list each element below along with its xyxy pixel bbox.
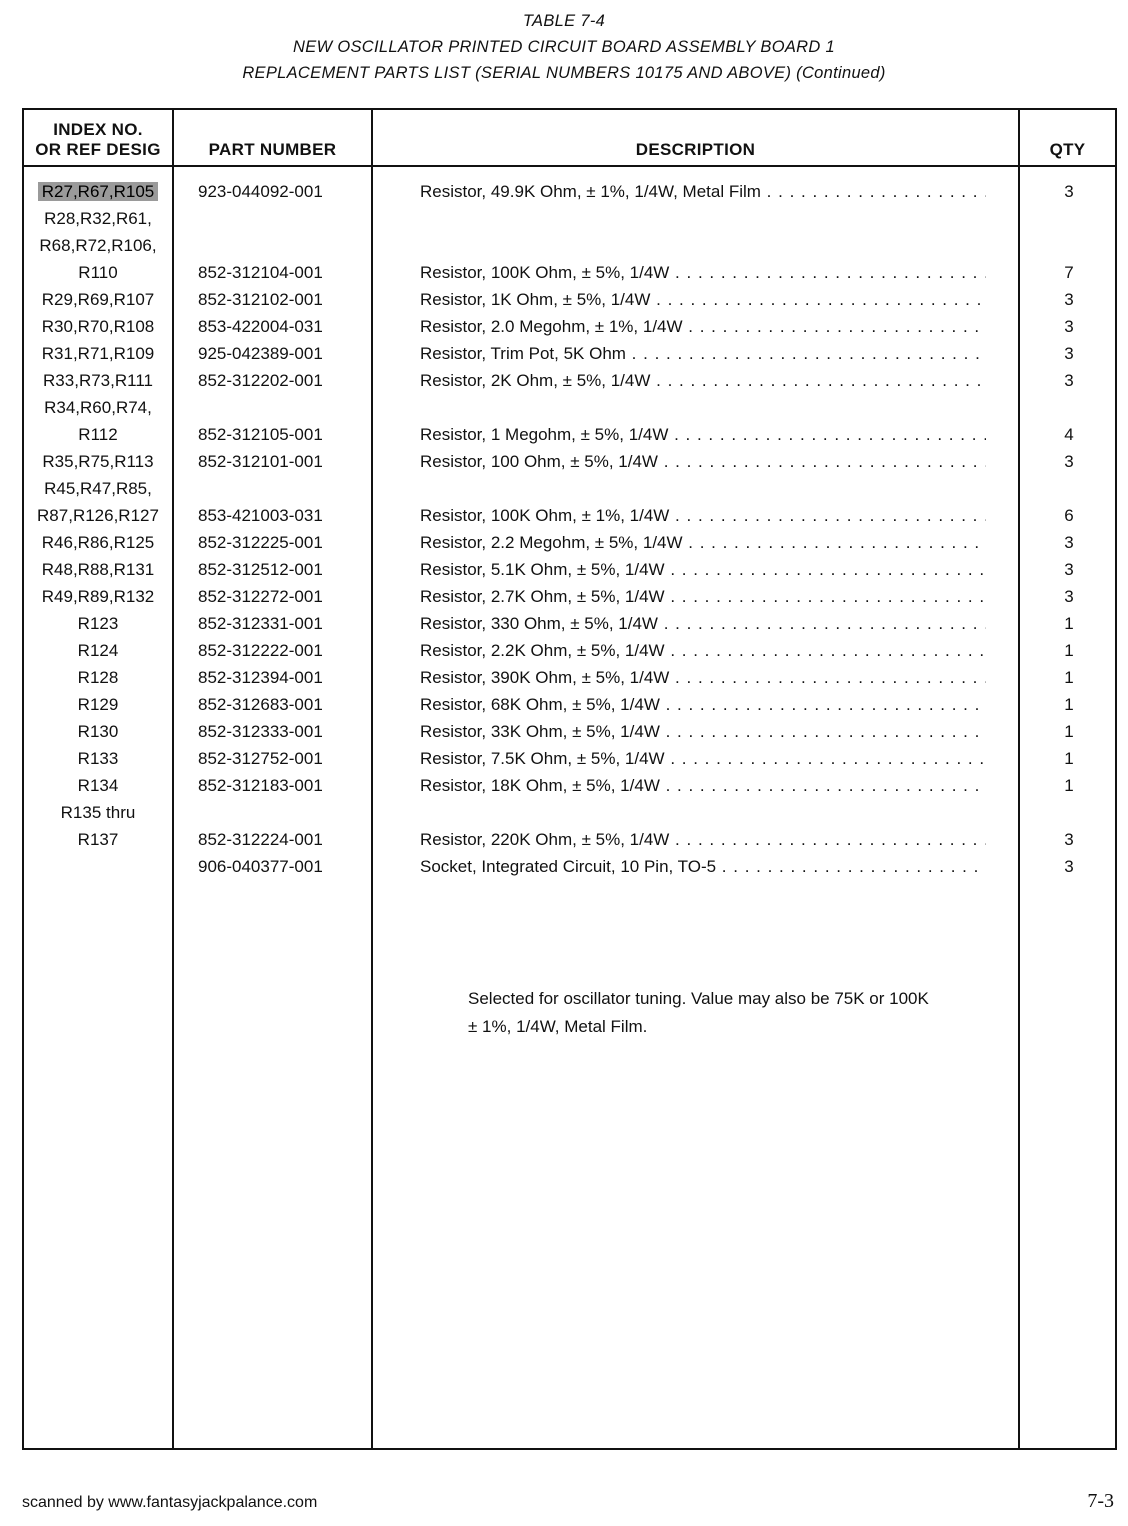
- description: Resistor, 100K Ohm, ± 5%, 1/4W . . .: [420, 259, 986, 286]
- table-body: [24, 178, 1115, 880]
- description: Resistor, 220K Ohm, ± 5%, 1/4W . . .: [420, 826, 986, 853]
- description: Resistor, 100 Ohm, ± 5%, 1/4W . . .: [420, 448, 986, 475]
- ref-designator: R134: [77, 776, 119, 795]
- table-row: [24, 583, 1115, 610]
- table-row: [24, 853, 1115, 880]
- table-row: [24, 394, 1115, 421]
- table-row: [24, 259, 1115, 286]
- quantity: 3: [1064, 533, 1074, 552]
- part-number: 852-312272-001: [198, 587, 323, 606]
- ref-designator: R46,R86,R125: [41, 533, 155, 552]
- part-number: 852-312224-001: [198, 830, 323, 849]
- part-number: 906-040377-001: [198, 857, 323, 876]
- table-row: [24, 745, 1115, 772]
- quantity: 1: [1064, 722, 1074, 741]
- highlighted-ref: R27,R67,R105: [38, 182, 158, 201]
- table-title-block: [0, 8, 1128, 86]
- part-number: 852-312102-001: [198, 290, 323, 309]
- part-number: 852-312394-001: [198, 668, 323, 687]
- part-number: 852-312512-001: [198, 560, 323, 579]
- part-number: 852-312104-001: [198, 263, 323, 282]
- quantity: 1: [1064, 668, 1074, 687]
- ref-designator: R28,R32,R61,: [44, 209, 152, 228]
- column-header-part-number: PART NUMBER: [208, 140, 337, 159]
- ref-designator: R135 thru: [60, 803, 136, 822]
- description: Resistor, 49.9K Ohm, ± 1%, 1/4W, Metal Film . . .: [420, 178, 986, 205]
- ref-designator: R33,R73,R111: [43, 371, 153, 390]
- ref-designator: R49,R89,R132: [41, 587, 155, 606]
- table-title: NEW OSCILLATOR PRINTED CIRCUIT BOARD ASSEMBLY BOARD 1: [293, 38, 835, 56]
- quantity: 3: [1064, 830, 1074, 849]
- description: Resistor, 7.5K Ohm, ± 5%, 1/4W . . .: [420, 745, 986, 772]
- quantity: 3: [1064, 857, 1074, 876]
- description: Resistor, Trim Pot, 5K Ohm . . .: [420, 340, 986, 367]
- table-row: [24, 529, 1115, 556]
- ref-designator: R45,R47,R85,: [44, 479, 152, 498]
- part-number: 852-312101-001: [198, 452, 323, 471]
- part-number: 852-312222-001: [198, 641, 323, 660]
- table-row: [24, 826, 1115, 853]
- table-row: [24, 421, 1115, 448]
- table-row: [24, 664, 1115, 691]
- ref-designator: R87,R126,R127: [37, 506, 159, 525]
- table-row: [24, 637, 1115, 664]
- ref-designator: R68,R72,R106,: [39, 236, 157, 255]
- part-number: 852-312752-001: [198, 749, 323, 768]
- part-number: 852-312331-001: [198, 614, 323, 633]
- ref-designator: R112: [78, 425, 118, 444]
- part-number: 852-312333-001: [198, 722, 323, 741]
- quantity: 3: [1064, 290, 1074, 309]
- part-number: 852-312225-001: [198, 533, 323, 552]
- table-row: [24, 448, 1115, 475]
- table-row: [24, 178, 1115, 205]
- ref-designator: R124: [77, 641, 119, 660]
- quantity: 1: [1064, 749, 1074, 768]
- table-row: [24, 205, 1115, 232]
- description: Resistor, 33K Ohm, ± 5%, 1/4W . . .: [420, 718, 986, 745]
- description: Resistor, 2.0 Megohm, ± 1%, 1/4W . . .: [420, 313, 986, 340]
- quantity: 1: [1064, 695, 1074, 714]
- quantity: 1: [1064, 641, 1074, 660]
- ref-designator: R123: [77, 614, 119, 633]
- description: Resistor, 390K Ohm, ± 5%, 1/4W . . .: [420, 664, 986, 691]
- column-header-description: DESCRIPTION: [635, 140, 756, 159]
- description: Resistor, 2.2 Megohm, ± 5%, 1/4W . . .: [420, 529, 986, 556]
- quantity: 3: [1064, 452, 1074, 471]
- header-divider: [24, 165, 1115, 167]
- description: Socket, Integrated Circuit, 10 Pin, TO-5 . . .: [420, 853, 986, 880]
- description: Resistor, 18K Ohm, ± 5%, 1/4W . . .: [420, 772, 986, 799]
- quantity: 6: [1064, 506, 1074, 525]
- description: Resistor, 100K Ohm, ± 1%, 1/4W . . .: [420, 502, 986, 529]
- table-row: [24, 286, 1115, 313]
- quantity: 3: [1064, 560, 1074, 579]
- scan-credit: scanned by www.fantasyjackpalance.com: [22, 1494, 318, 1511]
- column-header-qty: QTY: [1049, 140, 1086, 159]
- page-number: 7-3: [1087, 1490, 1114, 1512]
- table-row: [24, 772, 1115, 799]
- quantity: 4: [1064, 425, 1074, 444]
- quantity: 1: [1064, 776, 1074, 795]
- table-row: [24, 340, 1115, 367]
- part-number: 852-312105-001: [198, 425, 323, 444]
- table-row: [24, 367, 1115, 394]
- part-number: 852-312183-001: [198, 776, 323, 795]
- description: Resistor, 2K Ohm, ± 5%, 1/4W . . .: [420, 367, 986, 394]
- description: Resistor, 1 Megohm, ± 5%, 1/4W . . .: [420, 421, 986, 448]
- ref-designator: R31,R71,R109: [41, 344, 155, 363]
- ref-designator: R29,R69,R107: [41, 290, 155, 309]
- quantity: 3: [1064, 371, 1074, 390]
- parts-table: [22, 108, 1117, 1450]
- quantity: 1: [1064, 614, 1074, 633]
- ref-designator: R48,R88,R131: [41, 560, 155, 579]
- description: Resistor, 2.7K Ohm, ± 5%, 1/4W . . .: [420, 583, 986, 610]
- ref-designator: [24, 178, 172, 205]
- table-row: [24, 799, 1115, 826]
- quantity: 3: [1064, 317, 1074, 336]
- quantity: 7: [1064, 263, 1074, 282]
- quantity: 3: [1064, 344, 1074, 363]
- ref-designator: R137: [77, 830, 119, 849]
- description: Resistor, 330 Ohm, ± 5%, 1/4W . . .: [420, 610, 986, 637]
- table-subtitle: REPLACEMENT PARTS LIST (SERIAL NUMBERS 10175 AND ABOVE) (Continued): [242, 64, 886, 82]
- table-row: [24, 718, 1115, 745]
- footnote: Selected for oscillator tuning. Value may also be 75K or 100K ± 1%, 1/4W, Metal Film.: [468, 989, 929, 1036]
- table-row: [24, 556, 1115, 583]
- ref-designator: R129: [77, 695, 119, 714]
- ref-designator: R34,R60,R74,: [44, 398, 152, 417]
- table-row: [24, 232, 1115, 259]
- table-row: [24, 610, 1115, 637]
- table-row: [24, 502, 1115, 529]
- table-row: [24, 691, 1115, 718]
- ref-designator: R30,R70,R108: [41, 317, 155, 336]
- part-number: 853-421003-031: [198, 506, 323, 525]
- description: Resistor, 2.2K Ohm, ± 5%, 1/4W . . .: [420, 637, 986, 664]
- quantity: 3: [1064, 182, 1074, 201]
- part-number: 852-312202-001: [198, 371, 323, 390]
- ref-designator: R133: [77, 749, 119, 768]
- part-number: 925-042389-001: [198, 344, 323, 363]
- ref-designator: R130: [77, 722, 119, 741]
- description: Resistor, 1K Ohm, ± 5%, 1/4W . . .: [420, 286, 986, 313]
- part-number: 853-422004-031: [198, 317, 323, 336]
- ref-designator: R35,R75,R113: [42, 452, 154, 471]
- quantity: 3: [1064, 587, 1074, 606]
- ref-designator: R128: [77, 668, 119, 687]
- part-number: 852-312683-001: [198, 695, 323, 714]
- description: Resistor, 5.1K Ohm, ± 5%, 1/4W . . .: [420, 556, 986, 583]
- ref-designator: R110: [78, 263, 118, 282]
- description: Resistor, 68K Ohm, ± 5%, 1/4W . . .: [420, 691, 986, 718]
- table-number: TABLE 7-4: [522, 12, 606, 30]
- table-row: [24, 475, 1115, 502]
- table-row: [24, 313, 1115, 340]
- part-number: 923-044092-001: [198, 182, 323, 201]
- column-header-ref: INDEX NO. OR REF DESIG: [35, 120, 161, 159]
